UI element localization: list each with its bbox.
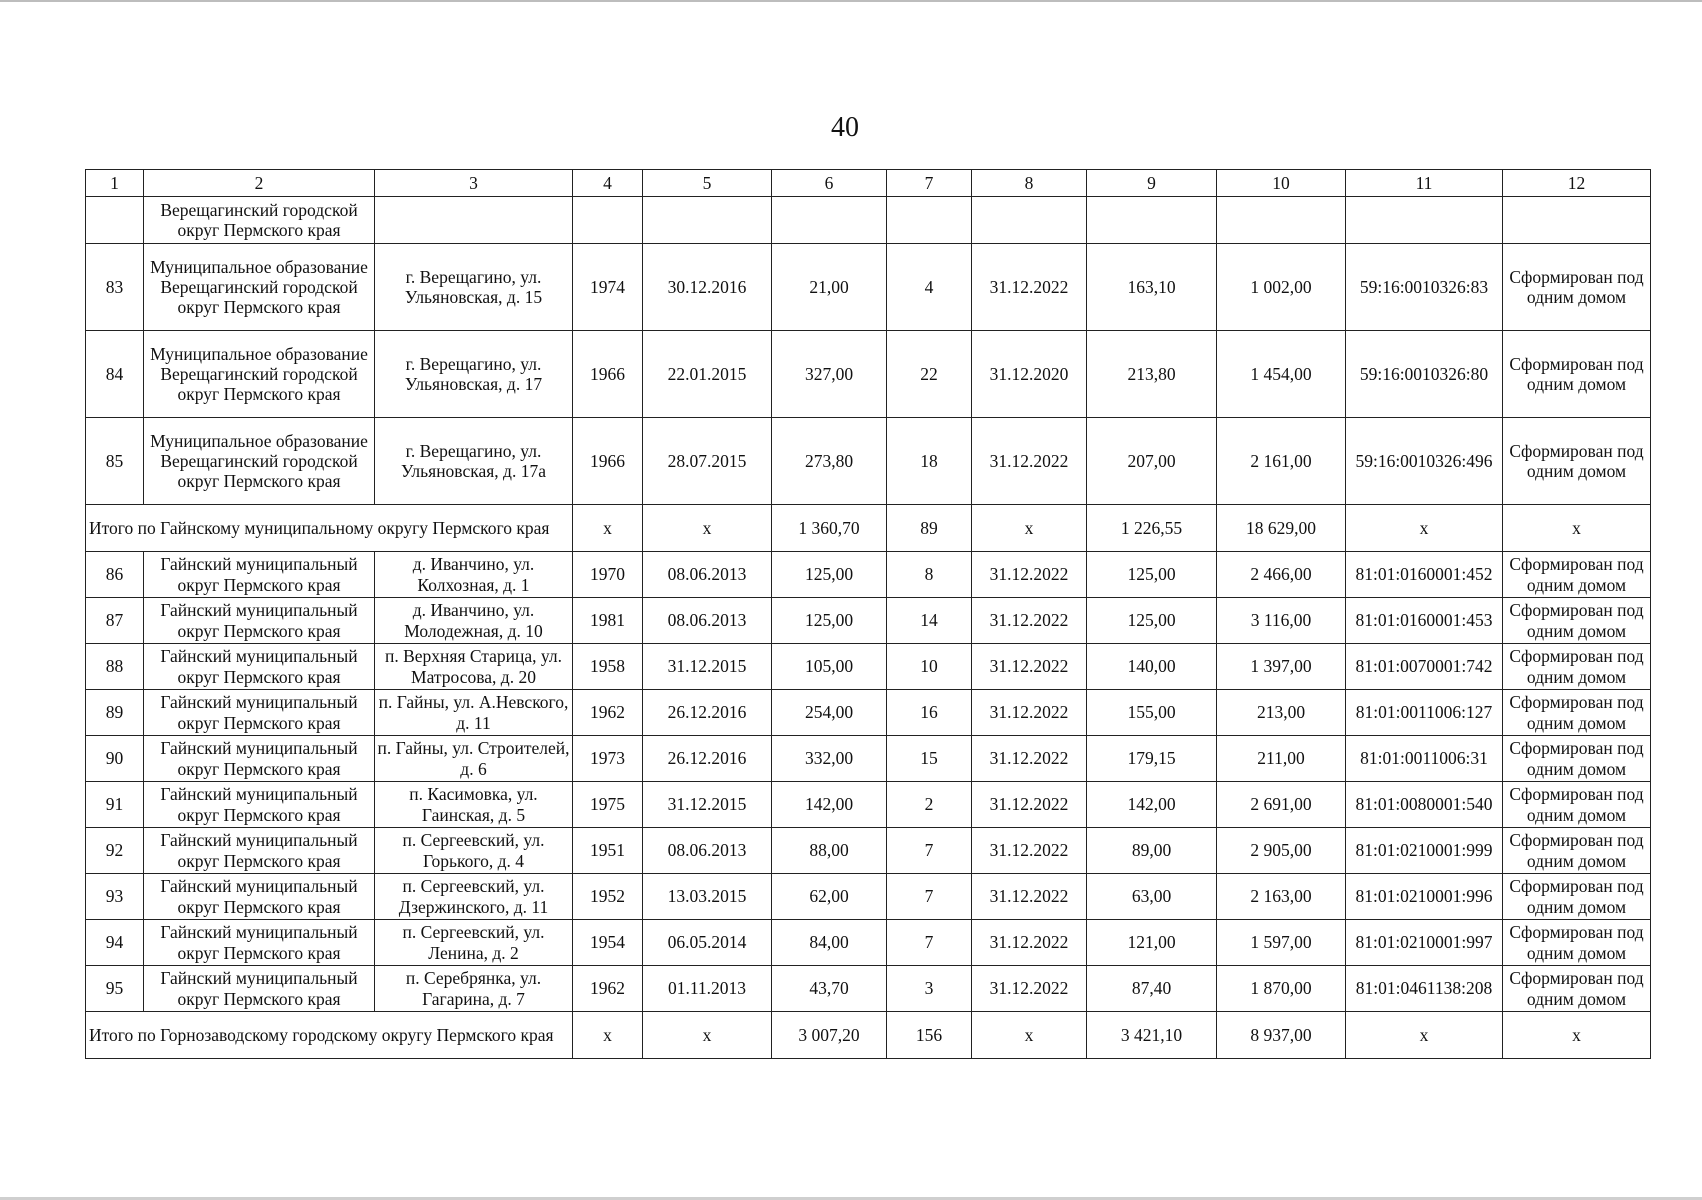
table-cell: 2 691,00 bbox=[1217, 782, 1346, 828]
table-cell: 7 bbox=[887, 920, 972, 966]
table-cell: 125,00 bbox=[1087, 552, 1217, 598]
table-cell: 31.12.2022 bbox=[972, 782, 1087, 828]
table-cell bbox=[972, 197, 1087, 244]
table-cell bbox=[375, 197, 573, 244]
total-label: Итого по Гайнскому муниципальному округу Пермского края bbox=[86, 505, 573, 552]
table-cell: 211,00 bbox=[1217, 736, 1346, 782]
table-cell: 22.01.2015 bbox=[643, 331, 772, 418]
table-cell: 4 bbox=[887, 244, 972, 331]
table-cell: 43,70 bbox=[772, 966, 887, 1012]
table-cell: Сформирован под одним домом bbox=[1503, 598, 1651, 644]
table-cell: 59:16:0010326:83 bbox=[1346, 244, 1503, 331]
table-cell: 213,00 bbox=[1217, 690, 1346, 736]
column-number: 10 bbox=[1217, 170, 1346, 197]
table-cell: Сформирован под одним домом bbox=[1503, 920, 1651, 966]
continuation-row bbox=[86, 197, 1651, 244]
total-cell: x bbox=[573, 505, 643, 552]
table-cell: 3 116,00 bbox=[1217, 598, 1346, 644]
table-cell: 87,40 bbox=[1087, 966, 1217, 1012]
table-row bbox=[86, 736, 1651, 782]
table-row bbox=[86, 331, 1651, 418]
page-number: 40 bbox=[831, 112, 859, 143]
table-cell: 1954 bbox=[573, 920, 643, 966]
table-cell: д. Иванчино, ул. Колхозная, д. 1 bbox=[375, 552, 573, 598]
table-cell: 1970 bbox=[573, 552, 643, 598]
table-cell bbox=[772, 197, 887, 244]
table-cell: 93 bbox=[86, 874, 144, 920]
table-cell: 30.12.2016 bbox=[643, 244, 772, 331]
table-cell: 327,00 bbox=[772, 331, 887, 418]
table-cell: Гайнский муниципальный округ Пермского края bbox=[144, 920, 375, 966]
table-cell: г. Верещагино, ул. Ульяновская, д. 17 bbox=[375, 331, 573, 418]
table-cell: 125,00 bbox=[772, 552, 887, 598]
table-cell: Муниципальное образование Верещагинский городской округ Пермского края bbox=[144, 418, 375, 505]
total-cell: x bbox=[643, 1012, 772, 1059]
table-cell: 1966 bbox=[573, 418, 643, 505]
table-cell: 31.12.2015 bbox=[643, 644, 772, 690]
table-cell: 2 bbox=[887, 782, 972, 828]
table-cell: 92 bbox=[86, 828, 144, 874]
table-cell: Гайнский муниципальный округ Пермского края bbox=[144, 966, 375, 1012]
total-cell: x bbox=[1503, 505, 1651, 552]
total-cell: 3 421,10 bbox=[1087, 1012, 1217, 1059]
total-label: Итого по Горнозаводскому городскому округу Пермского края bbox=[86, 1012, 573, 1059]
table-cell: 121,00 bbox=[1087, 920, 1217, 966]
table-cell bbox=[1346, 197, 1503, 244]
table-cell bbox=[1217, 197, 1346, 244]
table-cell: 94 bbox=[86, 920, 144, 966]
table-cell: 31.12.2022 bbox=[972, 920, 1087, 966]
table-row bbox=[86, 966, 1651, 1012]
column-number: 4 bbox=[573, 170, 643, 197]
table-cell: 59:16:0010326:496 bbox=[1346, 418, 1503, 505]
table-cell: 26.12.2016 bbox=[643, 690, 772, 736]
table-cell: 31.12.2022 bbox=[972, 828, 1087, 874]
table-cell: 14 bbox=[887, 598, 972, 644]
table-cell: 1962 bbox=[573, 690, 643, 736]
table-cell: 10 bbox=[887, 644, 972, 690]
table-cell: 31.12.2022 bbox=[972, 418, 1087, 505]
table-cell: 1981 bbox=[573, 598, 643, 644]
table-cell: 59:16:0010326:80 bbox=[1346, 331, 1503, 418]
table-cell: 16 bbox=[887, 690, 972, 736]
table-cell: Сформирован под одним домом bbox=[1503, 244, 1651, 331]
table-cell: 213,80 bbox=[1087, 331, 1217, 418]
table-cell: 1 002,00 bbox=[1217, 244, 1346, 331]
total-cell: x bbox=[1503, 1012, 1651, 1059]
table-row bbox=[86, 552, 1651, 598]
table-cell: 21,00 bbox=[772, 244, 887, 331]
table-cell: 207,00 bbox=[1087, 418, 1217, 505]
table-cell: п. Сергеевский, ул. Ленина, д. 2 bbox=[375, 920, 573, 966]
column-number-row bbox=[86, 170, 1651, 197]
table-cell: 62,00 bbox=[772, 874, 887, 920]
table-cell bbox=[1503, 197, 1651, 244]
table-cell: п. Гайны, ул. А.Невского, д. 11 bbox=[375, 690, 573, 736]
table-cell: г. Верещагино, ул. Ульяновская, д. 17а bbox=[375, 418, 573, 505]
table-cell: Сформирован под одним домом bbox=[1503, 874, 1651, 920]
table-cell: 3 bbox=[887, 966, 972, 1012]
table-cell: 81:01:0011006:31 bbox=[1346, 736, 1503, 782]
table-cell: 81:01:0011006:127 bbox=[1346, 690, 1503, 736]
table-cell: 105,00 bbox=[772, 644, 887, 690]
table-cell: 08.06.2013 bbox=[643, 598, 772, 644]
table-cell: 95 bbox=[86, 966, 144, 1012]
table-cell: Сформирован под одним домом bbox=[1503, 782, 1651, 828]
table-cell: 26.12.2016 bbox=[643, 736, 772, 782]
table-cell: 125,00 bbox=[1087, 598, 1217, 644]
total-cell: 18 629,00 bbox=[1217, 505, 1346, 552]
table-row bbox=[86, 644, 1651, 690]
table-cell: Гайнский муниципальный округ Пермского края bbox=[144, 874, 375, 920]
table-cell: 81:01:0210001:997 bbox=[1346, 920, 1503, 966]
table-cell: 81:01:0080001:540 bbox=[1346, 782, 1503, 828]
table-cell: 31.12.2015 bbox=[643, 782, 772, 828]
table-cell: Сформирован под одним домом bbox=[1503, 736, 1651, 782]
table-cell: 31.12.2022 bbox=[972, 736, 1087, 782]
table-row bbox=[86, 244, 1651, 331]
table-row bbox=[86, 874, 1651, 920]
table-cell bbox=[573, 197, 643, 244]
table-cell: Муниципальное образование Верещагинский городской округ Пермского края bbox=[144, 244, 375, 331]
table-cell: 155,00 bbox=[1087, 690, 1217, 736]
table-cell: Сформирован под одним домом bbox=[1503, 331, 1651, 418]
table-cell: 31.12.2022 bbox=[972, 644, 1087, 690]
table-row bbox=[86, 690, 1651, 736]
table-cell: 163,10 bbox=[1087, 244, 1217, 331]
table-row bbox=[86, 828, 1651, 874]
table-cell: 31.12.2020 bbox=[972, 331, 1087, 418]
table-cell: Гайнский муниципальный округ Пермского края bbox=[144, 782, 375, 828]
table-cell: 88 bbox=[86, 644, 144, 690]
total-cell: 89 bbox=[887, 505, 972, 552]
table-cell bbox=[887, 197, 972, 244]
table-cell: Сформирован под одним домом bbox=[1503, 690, 1651, 736]
table-cell: 31.12.2022 bbox=[972, 552, 1087, 598]
table-cell: 81:01:0160001:453 bbox=[1346, 598, 1503, 644]
table-cell: г. Верещагино, ул. Ульяновская, д. 15 bbox=[375, 244, 573, 331]
table-cell: п. Сергеевский, ул. Горького, д. 4 bbox=[375, 828, 573, 874]
table-cell: п. Серебрянка, ул. Гагарина, д. 7 bbox=[375, 966, 573, 1012]
table-cell: 81:01:0070001:742 bbox=[1346, 644, 1503, 690]
table-cell: 89,00 bbox=[1087, 828, 1217, 874]
table-cell: 85 bbox=[86, 418, 144, 505]
table-row bbox=[86, 418, 1651, 505]
table-cell: 1962 bbox=[573, 966, 643, 1012]
table-cell: Сформирован под одним домом bbox=[1503, 644, 1651, 690]
table-cell: 125,00 bbox=[772, 598, 887, 644]
total-row bbox=[86, 505, 1651, 552]
table-cell: 1 397,00 bbox=[1217, 644, 1346, 690]
table-cell: 83 bbox=[86, 244, 144, 331]
column-number: 3 bbox=[375, 170, 573, 197]
table-cell: 22 bbox=[887, 331, 972, 418]
table-cell: 8 bbox=[887, 552, 972, 598]
table-cell: 81:01:0461138:208 bbox=[1346, 966, 1503, 1012]
table-cell: 1973 bbox=[573, 736, 643, 782]
total-cell: x bbox=[1346, 505, 1503, 552]
table-row bbox=[86, 598, 1651, 644]
table-cell: 84 bbox=[86, 331, 144, 418]
table-cell: 31.12.2022 bbox=[972, 244, 1087, 331]
table-cell: 28.07.2015 bbox=[643, 418, 772, 505]
table-cell: Сформирован под одним домом bbox=[1503, 418, 1651, 505]
table-cell: п. Сергеевский, ул. Дзержинского, д. 11 bbox=[375, 874, 573, 920]
table-cell: 140,00 bbox=[1087, 644, 1217, 690]
table-cell: 13.03.2015 bbox=[643, 874, 772, 920]
total-cell: x bbox=[643, 505, 772, 552]
table-cell: 81:01:0160001:452 bbox=[1346, 552, 1503, 598]
table-cell: 2 466,00 bbox=[1217, 552, 1346, 598]
total-cell: x bbox=[1346, 1012, 1503, 1059]
table-cell: 87 bbox=[86, 598, 144, 644]
table-cell bbox=[1087, 197, 1217, 244]
table-cell: 31.12.2022 bbox=[972, 874, 1087, 920]
table-cell: 2 905,00 bbox=[1217, 828, 1346, 874]
total-cell: 3 007,20 bbox=[772, 1012, 887, 1059]
table-cell: Гайнский муниципальный округ Пермского края bbox=[144, 552, 375, 598]
total-row bbox=[86, 1012, 1651, 1059]
column-number: 6 bbox=[772, 170, 887, 197]
table-cell: Гайнский муниципальный округ Пермского края bbox=[144, 828, 375, 874]
table-cell bbox=[86, 197, 144, 244]
table-cell: 91 bbox=[86, 782, 144, 828]
table-cell: 18 bbox=[887, 418, 972, 505]
table-cell: 84,00 bbox=[772, 920, 887, 966]
table-cell: Сформирован под одним домом bbox=[1503, 552, 1651, 598]
total-cell: x bbox=[972, 1012, 1087, 1059]
table-cell: 31.12.2022 bbox=[972, 966, 1087, 1012]
table-cell: 31.12.2022 bbox=[972, 690, 1087, 736]
table-cell: 142,00 bbox=[1087, 782, 1217, 828]
table-cell: Сформирован под одним домом bbox=[1503, 966, 1651, 1012]
table-cell: 1 454,00 bbox=[1217, 331, 1346, 418]
table-cell: 1958 bbox=[573, 644, 643, 690]
table-cell: Сформирован под одним домом bbox=[1503, 828, 1651, 874]
table-cell: 179,15 bbox=[1087, 736, 1217, 782]
table-cell: Муниципальное образование Верещагинский городской округ Пермского края bbox=[144, 331, 375, 418]
table-cell: 1951 bbox=[573, 828, 643, 874]
table-cell: 1 870,00 bbox=[1217, 966, 1346, 1012]
column-number: 12 bbox=[1503, 170, 1651, 197]
table-cell: 81:01:0210001:996 bbox=[1346, 874, 1503, 920]
table-cell: 88,00 bbox=[772, 828, 887, 874]
column-number: 1 bbox=[86, 170, 144, 197]
table-cell: 1952 bbox=[573, 874, 643, 920]
column-number: 7 bbox=[887, 170, 972, 197]
table-cell: 7 bbox=[887, 874, 972, 920]
table-cell: п. Гайны, ул. Строителей, д. 6 bbox=[375, 736, 573, 782]
table-cell: 1 597,00 bbox=[1217, 920, 1346, 966]
table-cell: 273,80 bbox=[772, 418, 887, 505]
table-cell: 254,00 bbox=[772, 690, 887, 736]
table-cell: 90 bbox=[86, 736, 144, 782]
table-cell: 1975 bbox=[573, 782, 643, 828]
table-cell: 01.11.2013 bbox=[643, 966, 772, 1012]
table-row bbox=[86, 920, 1651, 966]
table-cell: Гайнский муниципальный округ Пермского края bbox=[144, 690, 375, 736]
table-cell: 31.12.2022 bbox=[972, 598, 1087, 644]
data-table bbox=[85, 169, 1651, 1059]
table-cell: 08.06.2013 bbox=[643, 552, 772, 598]
column-number: 9 bbox=[1087, 170, 1217, 197]
total-cell: x bbox=[972, 505, 1087, 552]
total-cell: 1 360,70 bbox=[772, 505, 887, 552]
table-row bbox=[86, 782, 1651, 828]
scan-edge-top bbox=[0, 0, 1702, 2]
table-cell: 2 163,00 bbox=[1217, 874, 1346, 920]
table-cell: д. Иванчино, ул. Молодежная, д. 10 bbox=[375, 598, 573, 644]
table-cell: Гайнский муниципальный округ Пермского края bbox=[144, 736, 375, 782]
table-cell: 89 bbox=[86, 690, 144, 736]
table-cell: Гайнский муниципальный округ Пермского края bbox=[144, 598, 375, 644]
table-cell: 1966 bbox=[573, 331, 643, 418]
column-number: 8 bbox=[972, 170, 1087, 197]
total-cell: 1 226,55 bbox=[1087, 505, 1217, 552]
table-cell: 1974 bbox=[573, 244, 643, 331]
table-cell: 81:01:0210001:999 bbox=[1346, 828, 1503, 874]
table-cell: 142,00 bbox=[772, 782, 887, 828]
total-cell: 156 bbox=[887, 1012, 972, 1059]
table-cell: 06.05.2014 bbox=[643, 920, 772, 966]
table-cell: Гайнский муниципальный округ Пермского края bbox=[144, 644, 375, 690]
total-cell: 8 937,00 bbox=[1217, 1012, 1346, 1059]
table-cell: 332,00 bbox=[772, 736, 887, 782]
column-number: 2 bbox=[144, 170, 375, 197]
total-cell: x bbox=[573, 1012, 643, 1059]
table-cell: 08.06.2013 bbox=[643, 828, 772, 874]
table-cell: 63,00 bbox=[1087, 874, 1217, 920]
column-number: 5 bbox=[643, 170, 772, 197]
table-cell: п. Касимовка, ул. Гаинская, д. 5 bbox=[375, 782, 573, 828]
table-cell: 2 161,00 bbox=[1217, 418, 1346, 505]
table-cell: 15 bbox=[887, 736, 972, 782]
table-cell: 86 bbox=[86, 552, 144, 598]
table-cell: Верещагинский городской округ Пермского края bbox=[144, 197, 375, 244]
table-cell bbox=[643, 197, 772, 244]
table-cell: 7 bbox=[887, 828, 972, 874]
table-cell: п. Верхняя Старица, ул. Матросова, д. 20 bbox=[375, 644, 573, 690]
column-number: 11 bbox=[1346, 170, 1503, 197]
